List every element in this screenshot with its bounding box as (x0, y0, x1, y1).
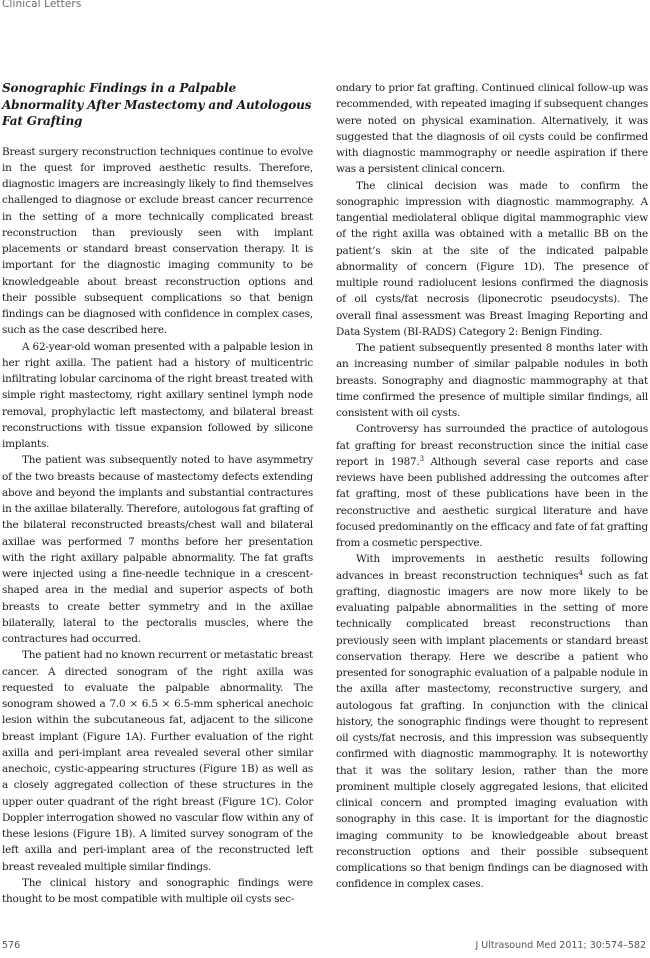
paragraph-text: Although several case reports and case reviews have been published addressing the outcomes after fat grafting, most of these publications have been in the reconstructive and aesthetic surgical literature and have focused predominantly on the efficacy and fate of fat grafting from a cosmetic perspective. (336, 455, 648, 549)
running-head: Clinical Letters (2, 0, 82, 10)
body-paragraph (336, 551, 648, 892)
paragraph-text: With improvements in aesthetic results following advances in breast reconstruction techniques (336, 553, 648, 582)
reference-superscript: 4 (578, 568, 583, 577)
body-paragraph: The clinical history and sonographic findings were thought to be most compatible with multiple oil cysts sec- (2, 876, 313, 905)
body-paragraph: The patient subsequently presented 8 months later with an increasing number of similar palpable nodules in both breasts. Sonography and diagnostic mammography at that time confirmed the presence of multiple similar findings, all consistent with oil cysts. (336, 342, 648, 419)
body-paragraph: The clinical decision was made to confirm the sonographic impression with diagnostic mammography. A tangential mediolateral oblique digital mammographic view of the right axilla was obtained with a metallic BB on the patient’s skin at the site of the indicated palpable abnormality of concern (Figure 1D). The presence of multiple round radiolucent lesions confirmed the diagnosis of oil cysts/fat necrosis (liponecrotic pseudocysts). The overall final assessment was Breast Imaging Reporting and Data System (BI-RADS) Category 2: Benign Finding. (336, 179, 648, 338)
left-column (2, 80, 313, 907)
body-paragraph (336, 421, 648, 551)
page-number: 576 (2, 940, 21, 951)
journal-citation: J Ultrasound Med 2011; 30:574–582 (475, 940, 646, 951)
body-paragraph: The patient had no known recurrent or metastatic breast cancer. A directed sonogram of the right axilla was requested to evaluate the palpable abnormality. The sonogram showed a 7.0 × 6.5 × 6.5-mm spherical anechoic lesion within the subcutaneous fat, adjacent to the silicone breast implant (Figure 1A). Further evaluation of the right axilla and peri-implant area revealed several other similar anechoic, cystic-appearing structures (Figure 1B) as well as a closely aggregated collection of these structures in the upper outer quadrant of the right breast (Figure 1C). Color Doppler interrogation showed no vascular flow within any of these lesions (Figure 1B). A limited survey sonogram of the left axilla and peri-implant area of the reconstructed left breast revealed multiple similar findings. (2, 649, 313, 873)
paragraph-text: such as fat grafting, diagnostic imagers are now more likely to be evaluating palpable abnormalities in the setting of more technically complicated breast reconstructions than previously seen with implant placements or standard breast conservation therapy. Here we describe a patient who presented for sonographic evaluation of a palpable nodule in the axilla after mastectomy, reconstructive surgery, and autologous fat grafting. In conjunction with the clinical history, the sonographic findings were thought to represent oil cysts/fat necrosis, and this impression was subsequently confirmed with diagnostic mammography. It is noteworthy that it was the solitary lesion, rather than the more prominent multiple closely aggregated lesions, that elicited clinical concern and prompted imaging evaluation with sonography in this case. It is important for the diagnostic imaging community to be knowledgeable about breast reconstruction options and their possible subsequent complications so that benign findings can be diagnosed with confidence in complex cases. (336, 569, 648, 891)
reference-superscript: 3 (419, 454, 424, 463)
paragraph-text: Controversy has surrounded the practice of autologous fat grafting for breast reconstruction since the initial case report in 1987. (336, 423, 648, 468)
body-paragraph: A 62-year-old woman presented with a palpable lesion in her right axilla. The patient had a history of multicentric infiltrating lobular carcinoma of the right breast treated with simple right mastectomy, right axillary sentinel lymph node removal, prophylactic left mastectomy, and bilateral breast reconstructions with tissue expansion followed by silicone implants. (2, 340, 313, 450)
body-paragraph: ondary to prior fat grafting. Continued clinical follow-up was recommended, with repeated imaging if subsequent changes were noted on physical examination. Alternatively, it was suggested that the diagnosis of oil cysts could be confirmed with diagnostic mammography or needle aspiration if there was a persistent clinical concern. (336, 82, 648, 176)
body-paragraph: Breast surgery reconstruction techniques continue to evolve in the quest for improved aesthetic results. Therefore, diagnostic imagers are increasingly likely to find themselves challenged to diagnose or exclude breast cancer recurrence in the setting of a more technically complicated breast reconstruction than previously seen with implant placements or standard breast conservation therapy. It is important for the diagnostic imaging community to be knowledgeable about breast reconstruction options and their possible subsequent complications so that benign findings can be diagnosed with confidence in complex cases, such as the case described here. (2, 145, 313, 337)
body-paragraph: The patient was subsequently noted to have asymmetry of the two breasts because of mastectomy defects extending above and beyond the implants and substantial contractures in the axillae bilaterally. Therefore, autologous fat grafting of the bilateral reconstructed breasts/chest wall and bilateral axillae was performed 7 months before her presentation with the right axillary palpable abnormality. The fat grafts were injected using a fine-needle technique in a crescent-shaped area in the medial and superior aspects of both breasts to create better symmetry and in the axillae bilaterally, lateral to the pectoralis muscles, where the contractures had occurred. (2, 454, 313, 645)
article-title: Sonographic Findings in a Palpable Abnormality After Mastectomy and Autologous Fat Grafting (2, 81, 312, 128)
right-column (336, 80, 648, 893)
